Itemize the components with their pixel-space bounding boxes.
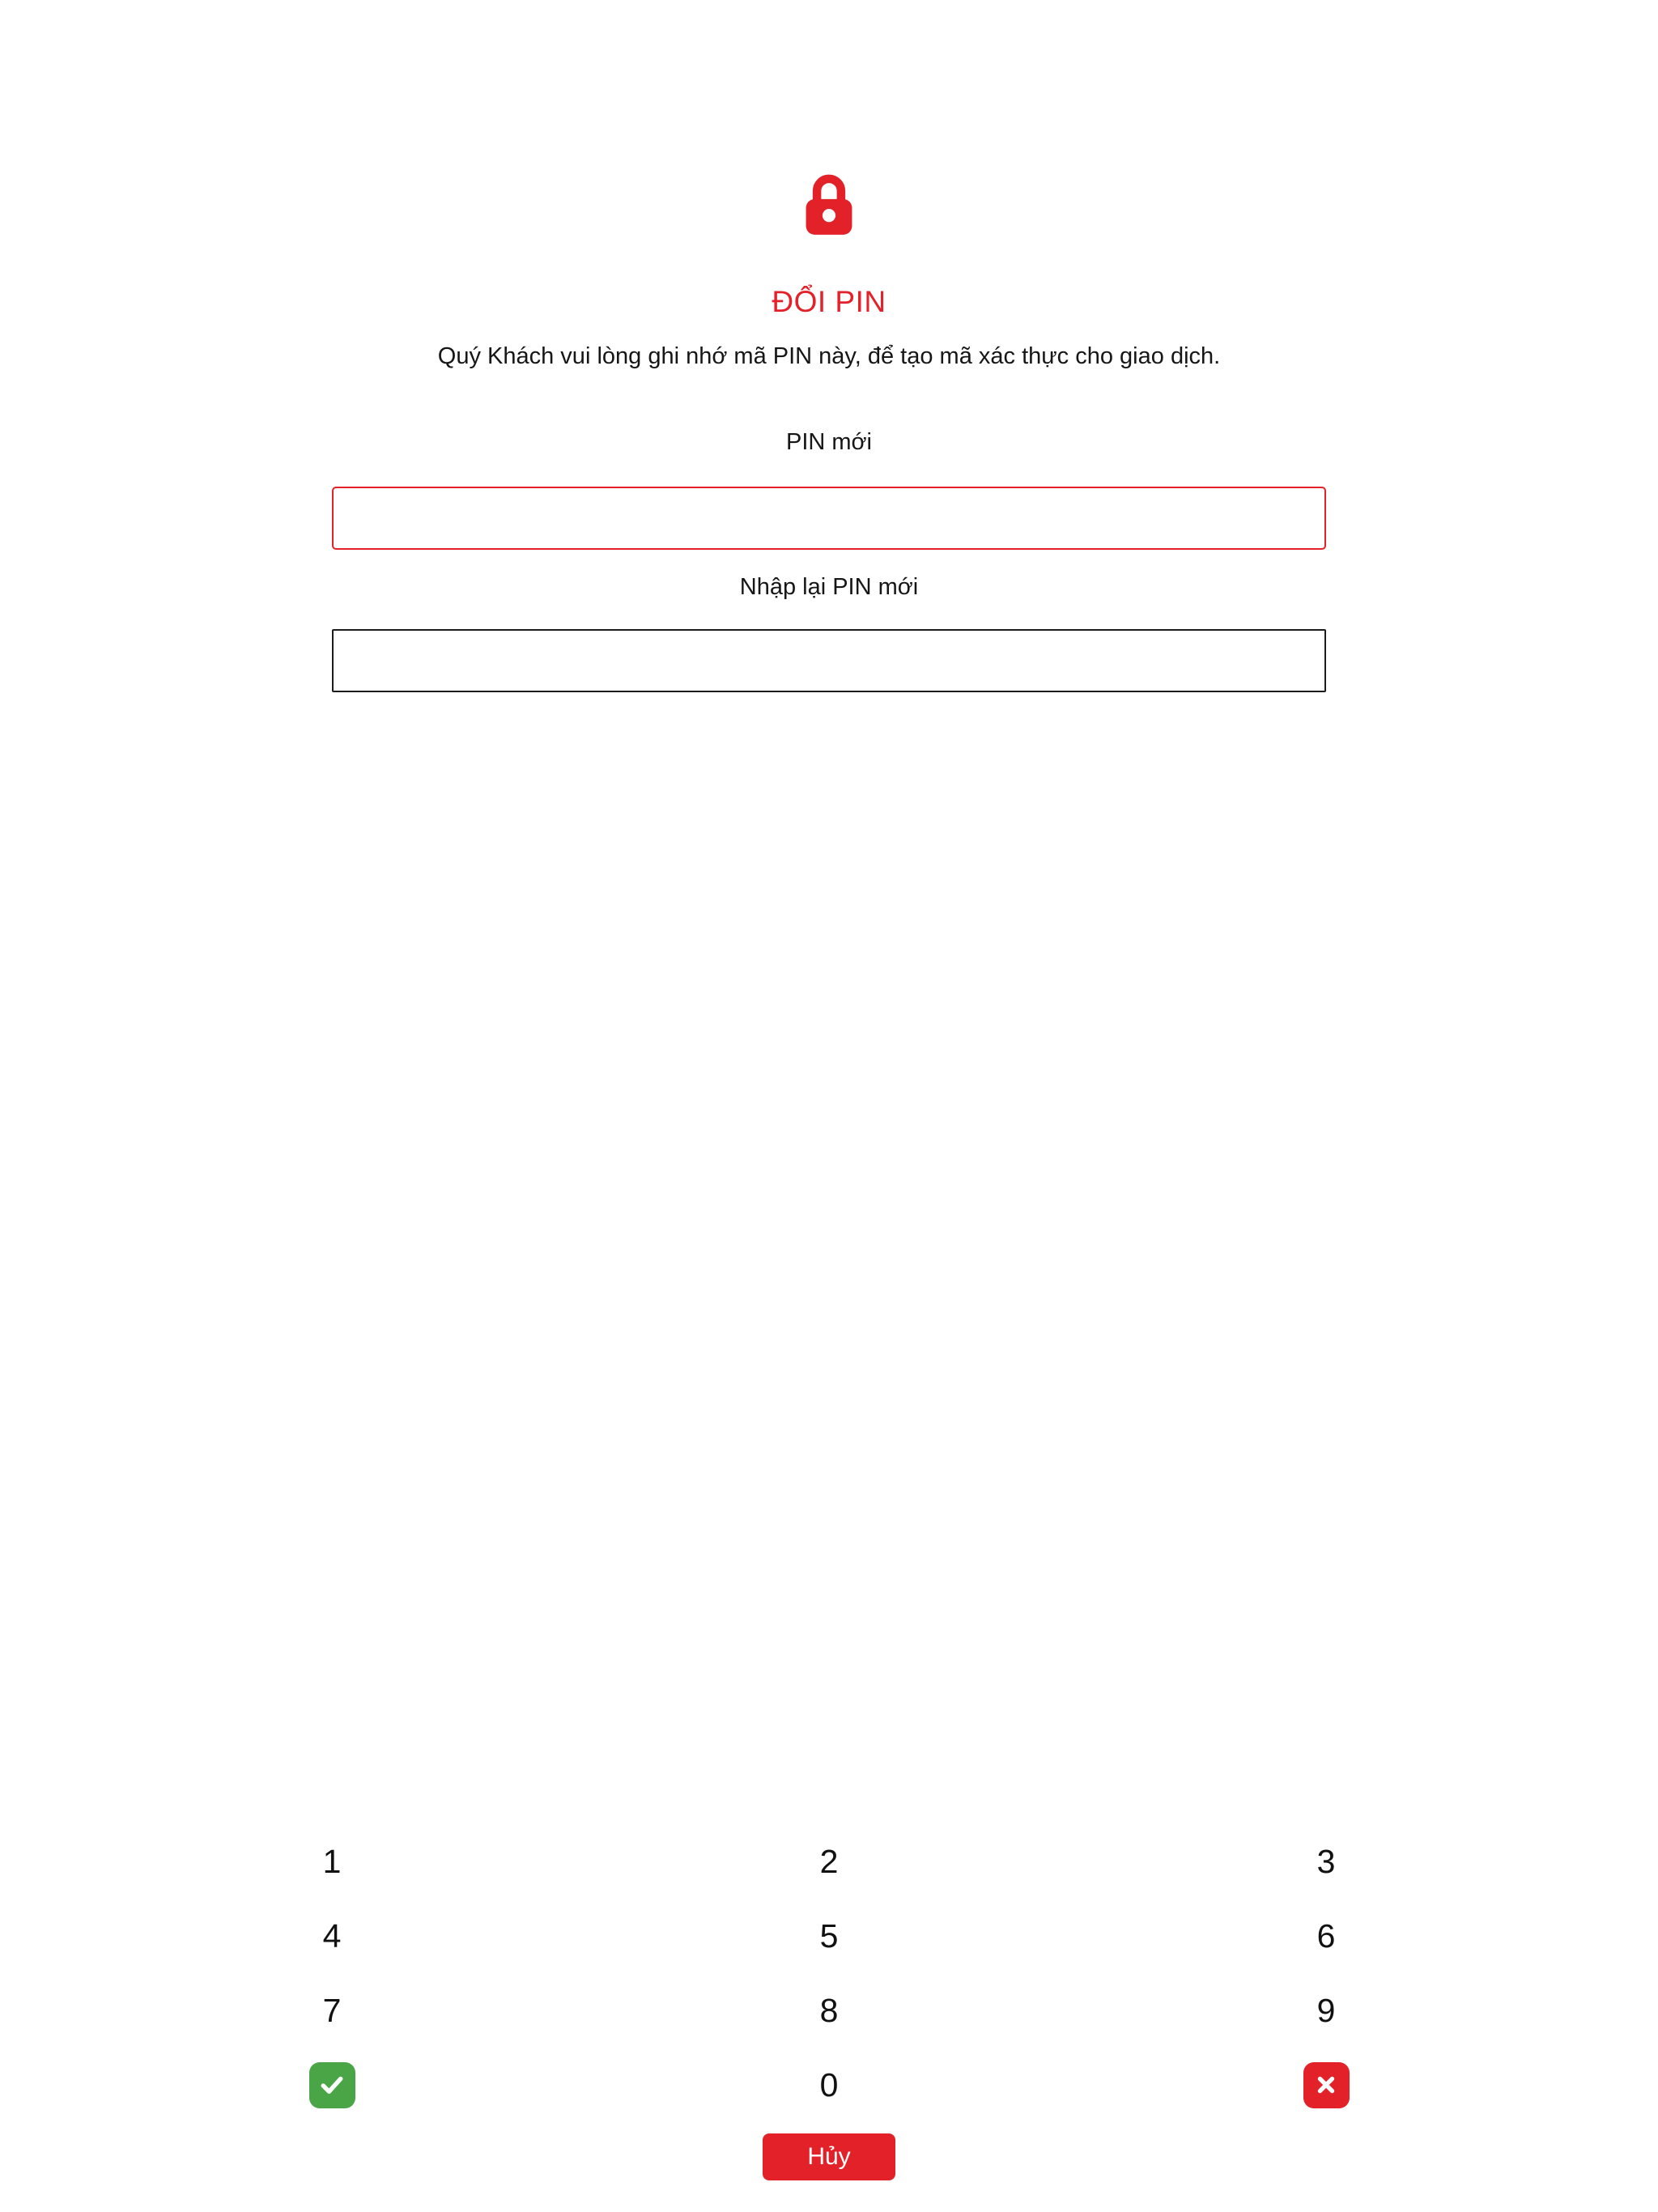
key-6[interactable]: 6 — [1301, 1913, 1352, 1959]
key-3[interactable]: 3 — [1301, 1839, 1352, 1885]
key-4[interactable]: 4 — [307, 1913, 358, 1959]
key-2[interactable]: 2 — [804, 1839, 855, 1885]
key-8[interactable]: 8 — [804, 1988, 855, 2034]
key-9[interactable]: 9 — [1301, 1988, 1352, 2034]
pin-keypad — [83, 1824, 1575, 2122]
confirm-pin-input[interactable] — [332, 629, 1326, 692]
new-pin-input[interactable] — [332, 487, 1326, 550]
key-1[interactable]: 1 — [307, 1839, 358, 1885]
key-0[interactable]: 0 — [804, 2062, 855, 2108]
delete-button[interactable] — [1303, 2062, 1350, 2108]
new-pin-label: PIN mới — [785, 429, 873, 455]
key-7[interactable]: 7 — [307, 1988, 358, 2034]
cancel-button[interactable]: Hủy — [763, 2133, 895, 2180]
pin-instruction-text: Quý Khách vui lòng ghi nhớ mã PIN này, để tạo mã xác thực cho giao dịch. — [437, 343, 1221, 369]
confirm-pin-label: Nhập lại PIN mới — [739, 574, 919, 600]
lock-icon — [0, 170, 1658, 241]
confirm-button[interactable] — [309, 2062, 355, 2108]
key-5[interactable]: 5 — [804, 1913, 855, 1959]
check-icon — [317, 2069, 347, 2100]
x-icon — [1312, 2070, 1341, 2099]
page-title: ĐỔI PIN — [772, 285, 886, 318]
